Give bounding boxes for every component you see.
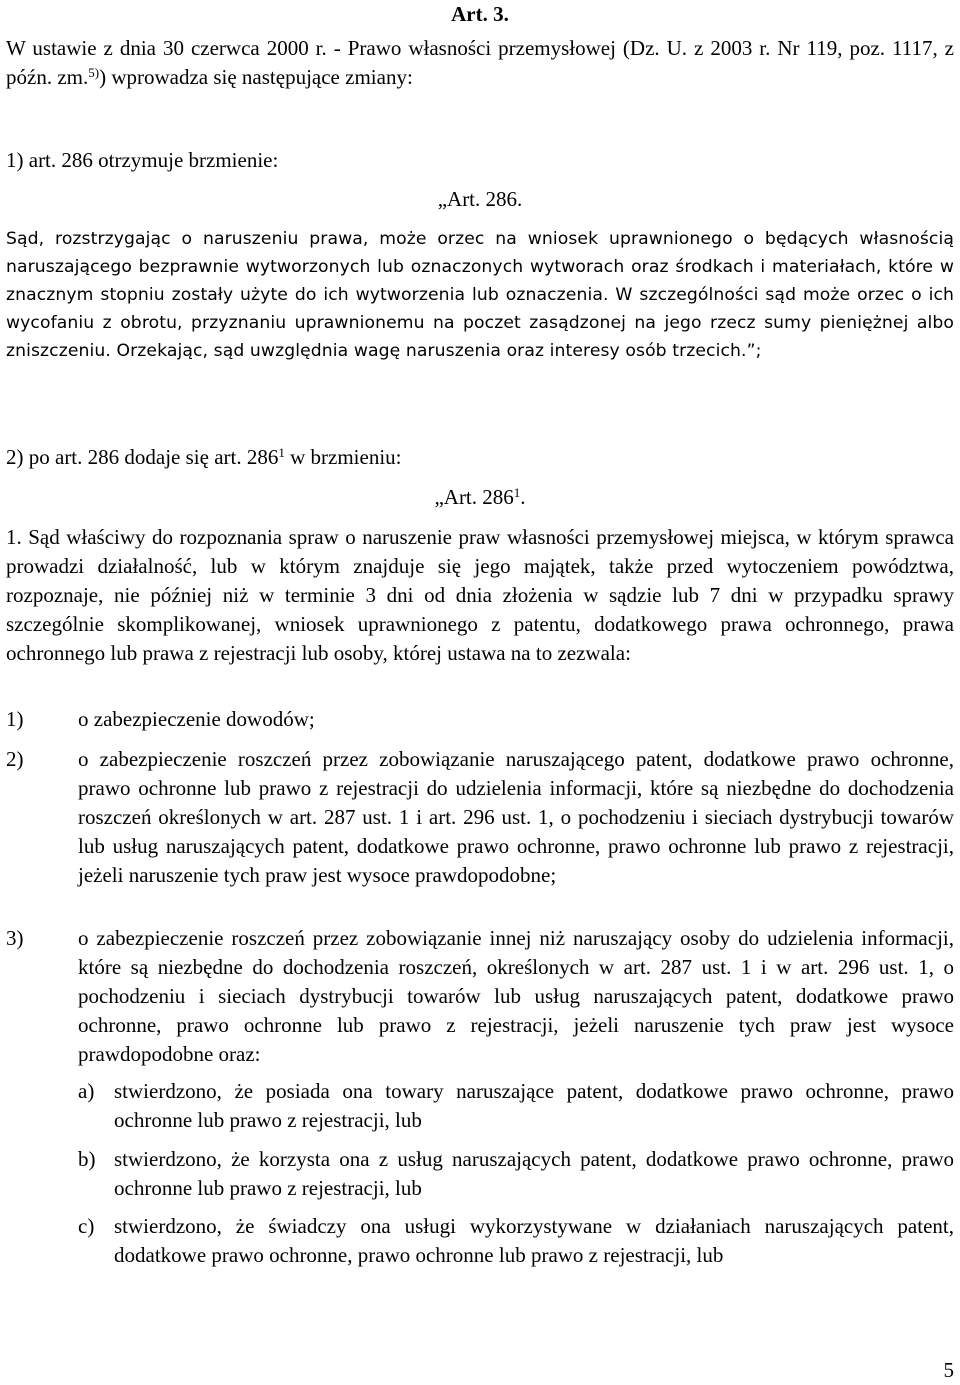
article-title-end: .	[520, 485, 526, 509]
list-item	[6, 705, 954, 734]
sub-list-item-text: stwierdzono, że świadczy ona usługi wykorzystywane w działaniach naruszających patent, dodatkowe prawo ochronne, prawo ochronne lub prawo z rejestracji, lub	[114, 1214, 954, 1267]
list-item-number: 3)	[6, 926, 24, 950]
point-1-label: 1) art. 286 otrzymuje brzmienie:	[6, 148, 279, 172]
list-item-text: o zabezpieczenie roszczeń przez zobowiązanie naruszającego patent, dodatkowe prawo ochronne, prawo ochronne lub prawo z rejestracji do udzielenia informacji, które są niezbędne do dochodzenia roszczeń określonych w art. 287 ust. 1 i art. 296 ust. 1, o pochodzeniu i sieciach dystrybucji towarów lub usług naruszających patent, dodatkowe prawo ochronne, prawo ochronne lub prawo z rejestracji, jeżeli naruszenie tych praw jest wysoce prawdopodobne;	[78, 747, 954, 887]
article-286-title: „Art. 286.	[437, 187, 523, 211]
sub-list-item	[78, 1212, 954, 1270]
list-item-number: 2)	[6, 747, 24, 771]
sub-list-item-letter: a)	[78, 1079, 95, 1103]
intro-text-end: ) wprowadza się następujące zmiany:	[99, 65, 413, 89]
superscript: 1	[278, 445, 285, 460]
article-title-text: „Art. 286	[434, 485, 514, 509]
page-number: 5	[943, 1358, 954, 1382]
article-286-body: Sąd, rozstrzygając o naruszeniu prawa, może orzec na wniosek uprawnionego o będących własnością naruszającego bezprawnie wytworzonych lub oznaczonych wytworach oraz środkach i materiałach, które w znacznym stopniu zostały użyte do ich wytworzenia lub oznaczenia. W szczególności sąd może orzec o ich wycofaniu z obrotu, przyznaniu uprawnionemu na poczet zasądzonej na jego rzecz sumy pieniężnej albo zniszczeniu. Orzekając, sąd uwzględnia wagę naruszenia oraz interesy osób trzecich.”;	[6, 229, 954, 361]
sub-list-item	[78, 1145, 954, 1203]
sub-list-item-letter: b)	[78, 1147, 96, 1171]
list-item-number: 1)	[6, 707, 24, 731]
intro-text: W ustawie z dnia 30 czerwca 2000 r. - Prawo własności przemysłowej (Dz. U. z 2003 r. Nr 119, poz. 1117, z późn. zm.	[6, 36, 954, 89]
sub-list-item-letter: c)	[78, 1214, 95, 1238]
list-item-text: o zabezpieczenie roszczeń przez zobowiązanie innej niż naruszający osoby do udzielenia informacji, które są niezbędne do dochodzenia roszczeń, określonych w art. 287 ust. 1 i w art. 296 ust. 1, o pochodzeniu i sieciach dystrybucji towarów lub usług naruszających patent, dodatkowe prawo ochronne, prawo ochronne lub prawo z rejestracji, jeżeli naruszenie tych praw jest wysoce prawdopodobne oraz:	[78, 926, 954, 1066]
sub-list-item-text: stwierdzono, że korzysta ona z usług naruszających patent, dodatkowe prawo ochronne, prawo ochronne lub prawo z rejestracji, lub	[114, 1147, 954, 1200]
superscript: 1	[513, 485, 521, 500]
point-2-label-end: w brzmieniu:	[284, 445, 402, 469]
paragraph-1: 1. Sąd właściwy do rozpoznania spraw o naruszenie praw własności przemysłowej miejsca, w którym sprawca prowadzi działalność, lub w którym znajduje się jego majątek, także przed wytoczeniem powództwa, rozpoznaje, nie później niż w terminie 3 dni od dnia złożenia w sądzie lub 7 dni w przypadku sprawy szczególnie skomplikowanej, wniosek uprawnionego z patentu, dodatkowego prawa ochronnego, prawa ochronnego lub prawa z rejestracji lub osoby, której ustawa na to zezwala:	[6, 525, 954, 665]
article-286-1-title	[0, 483, 960, 512]
footnote-reference: 5)	[88, 65, 100, 80]
list-item	[6, 745, 954, 890]
list-item-text: o zabezpieczenie dowodów;	[78, 707, 315, 731]
sub-list-item-text: stwierdzono, że posiada ona towary naruszające patent, dodatkowe prawo ochronne, prawo ochronne lub prawo z rejestracji, lub	[114, 1079, 954, 1132]
list-item	[6, 924, 954, 1069]
intro-paragraph	[6, 34, 954, 92]
article-heading: Art. 3.	[451, 2, 509, 26]
point-2-label-text: 2) po art. 286 dodaje się art. 286	[6, 445, 279, 469]
sub-list-item	[78, 1077, 954, 1135]
point-2-label	[6, 443, 954, 472]
